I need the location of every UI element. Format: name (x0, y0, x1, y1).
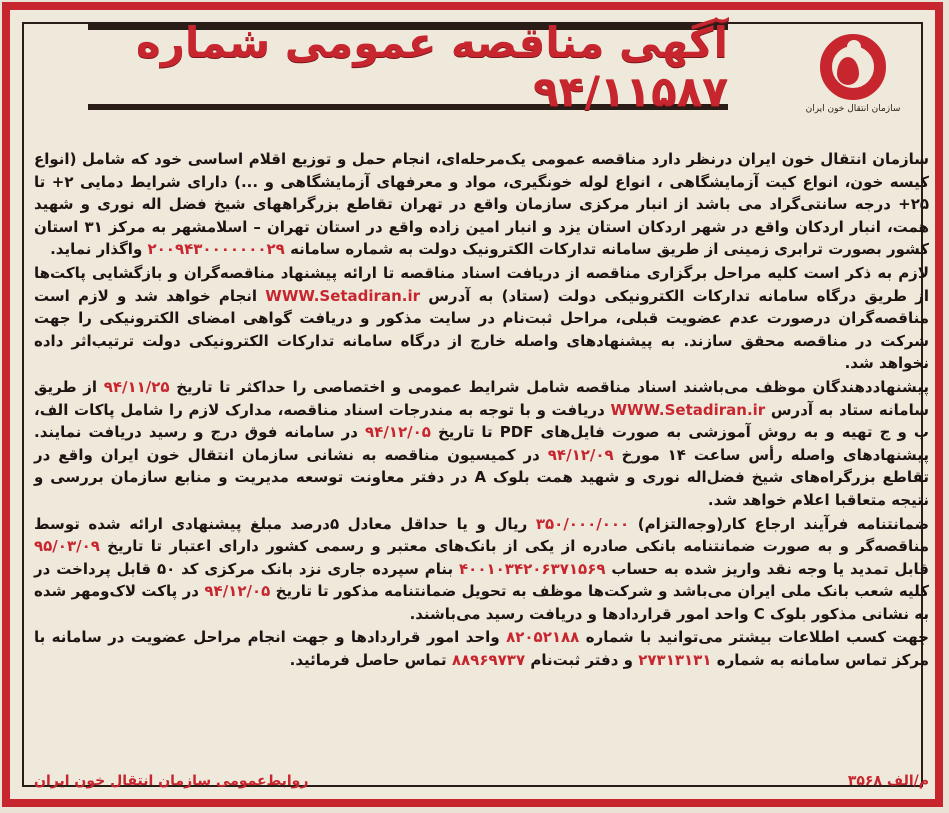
guarantee-amount: ۳۵۰/۰۰۰/۰۰۰ (535, 514, 630, 533)
deadline-text-3: دریافت و با توجه به مندرجات اسناد مناقصه، مدارک لازم را شامل پاکات الف، ب و ج تهیه و به روش آموزشی به صورت فایل‌های PDF تا تاریخ (34, 400, 929, 442)
deadline-date-2: ۹۴/۱۲/۰۵ (365, 423, 431, 442)
contact-text-2: واحد امور قراردادها و جهت انجام مراحل عضویت در سامانه با مرکز تماس سامانه به شماره (34, 628, 929, 670)
contact-text-3: و دفتر ثبت‌نام (530, 651, 633, 670)
header (18, 18, 796, 126)
paragraph-contact (34, 626, 929, 671)
setad-link[interactable]: WWW.Setadiran.ir (265, 286, 420, 305)
contact-text-4: تماس حاصل فرمائید. (289, 651, 447, 670)
footer (34, 768, 929, 794)
guarantee-text-4: بنام سپرده جاری نزد بانک مرکزی کد ۵۰ قابل پرداخت در کلیه شعب بانک ملی ایران می‌باشد و شرکت‌ها موظف به تحویل ضمانتنامه مذکور تا تاریخ (34, 559, 929, 601)
paragraph-guarantee (34, 513, 929, 626)
blood-drop-icon (837, 57, 859, 85)
callcenter-phone: ۲۷۳۱۳۱۳۱ (638, 651, 712, 670)
guarantee-text-5: در پاکت لاک‌ومهر شده به نشانی مذکور بلوک C واحد امور قراردادها و دریافت رسید می‌باشند. (34, 582, 929, 623)
notice-body (34, 148, 929, 673)
guarantee-text: ضمانتنامه فرآیند ارجاع کار(وجه‌التزام) (637, 514, 929, 533)
paragraph-procedure (34, 262, 929, 375)
opening-date: ۹۴/۱۲/۰۹ (547, 445, 614, 464)
intro-end: واگذار نماید. (50, 240, 143, 259)
contracts-phone: ۸۲۰۵۲۱۸۸ (506, 628, 580, 647)
setad-link-2[interactable]: WWW.Setadiran.ir (610, 400, 766, 419)
deadline-date-1: ۹۴/۱۱/۲۵ (103, 377, 170, 396)
contact-text: جهت کسب اطلاعات بیشتر می‌توانید با شماره (585, 628, 929, 647)
deadline-text-5: در کمیسیون مناقصه به نشانی سازمان انتقال خون ایران واقع در تقاطع بزرگراه‌های شیخ فضل‌اله نوری و شهید همت بلوک A در دفتر معاونت توسعه مدیریت و منابع سازمان بررسی و نتیجه متعاقبا اعلام خواهد شد. (34, 445, 929, 509)
notice-title: آگهی مناقصه عمومی شماره ۹۴/۱۱۵۸۷ (88, 24, 728, 110)
deadline-text-2: از طریق سامانه ستاد به آدرس (34, 377, 929, 419)
guarantee-delivery-date: ۹۴/۱۲/۰۵ (204, 582, 271, 601)
intro-text: سازمان انتقال خون ایران درنظر دارد مناقصه عمومی یک‌مرحله‌ای، انجام حمل و توزیع اقلام اساسی خود که شامل (انواع کیسه خون، انواع کیت آزمایشگاهی ، انواع لوله خونگیری، مواد و معرفهای آزمایشگاهی و ...) دارای شرایط دمایی ۲+ تا ۲۵+ درجه سانتی‌گراد می باشد از انبار مرکزی سازمان واقع در تهران تقاطع بزرگراههای شیخ فضل اله نوری و شهید همت، انبار اردکان واقع در شهر اردکان استان یزد و انبار امین زاده واقع در استان تهران – اسلامشهر به مرکز ۳۱ استان کشور بصورت ترابری زمینی از طریق سامانه تدارکات الکترونیک دولت به شماره سامانه (34, 150, 929, 259)
signature: روابط‌عمومی سازمان انتقال خون ایران (34, 773, 309, 789)
deadline-text-4: در سامانه فوق درج و رسید دریافت نمایند. پیشنهادهای واصله رأس ساعت ۱۴ مورخ (34, 423, 929, 464)
guarantee-text-2: ریال و یا حداقل معادل ۵درصد مبلغ پیشنهادی ارائه شده توسط مناقصه‌گر و به صورت ضمانتنامه بانکی صادره از یکی از بانک‌های معتبر و رسمی کشور دارای اعتبار تا تاریخ (34, 514, 929, 556)
procedure-text-2: انجام خواهد شد و لازم است مناقصه‌گران درصورت عدم عضویت قبلی، مراحل ثبت‌نام در سایت مذکور و دریافت گواهی امضای الکترونیکی را جهت شرکت در مناقصه محقق سازند. به پیشنهادهای واصله خارج از درگاه سامانه تدارکات الکترونیکی دولت ترتیب‌اثر داده نخواهد شد. (34, 286, 929, 373)
paragraph-deadlines (34, 376, 929, 512)
reference-number: م/الف ۳۵۶۸ (847, 773, 929, 789)
guarantee-text-3: قابل تمدید یا وجه نقد واریز شده به حساب (611, 559, 929, 578)
system-number: ۲۰۰۹۴۳۰۰۰۰۰۰۰۲۹ (147, 240, 285, 259)
organization-logo (798, 30, 908, 140)
logo-caption: سازمان انتقال خون ایران (805, 104, 901, 114)
procedure-text: لازم به ذکر است کلیه مراحل برگزاری مناقصه از دریافت اسناد مناقصه تا ارائه پیشنهاد مناقصه‌گران و بازگشایی پاکت‌ها از طریق درگاه سامانه تدارکات الکترونیکی دولت (ستاد) به آدرس (34, 263, 929, 305)
registration-phone: ۸۸۹۶۹۷۳۷ (451, 651, 526, 670)
account-number: ۴۰۰۱۰۳۴۲۰۶۳۷۱۵۶۹ (459, 559, 606, 578)
guarantee-validity-date: ۹۵/۰۳/۰۹ (34, 537, 100, 556)
paragraph-intro (34, 148, 929, 261)
deadline-text: پیشنهاددهندگان موظف می‌باشند اسناد مناقصه شامل شرایط عمومی و اختصاصی را حداکثر تا تاریخ (176, 377, 929, 396)
